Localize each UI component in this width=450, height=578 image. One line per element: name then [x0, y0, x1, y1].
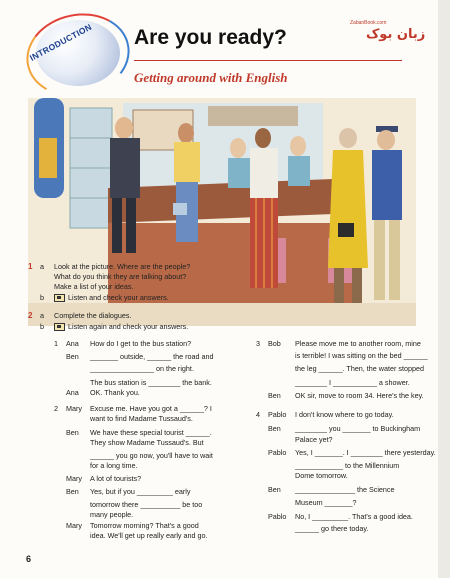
dialogue-line: Yes, but if you _________ early — [90, 487, 191, 496]
speaker-label: Ana — [66, 339, 79, 348]
speaker-label: Pablo — [268, 512, 287, 521]
dialogue-line: the leg ______. Then, the water stopped — [295, 364, 424, 373]
page-subtitle: Getting around with English — [134, 70, 288, 85]
exercise-1a-text-1: Look at the picture. Where are the people? — [54, 262, 191, 271]
dialogue-line: want to find Madame Tussaud's. — [90, 414, 193, 423]
dialogue-line: idea. We'll get up really early and go. — [90, 531, 208, 540]
publisher-logo-url: ZabanBook.com — [350, 20, 387, 26]
dialogue-line: is terrible! I was sitting on the bed ______ — [295, 351, 428, 360]
dialogue-line: A lot of tourists? — [90, 474, 142, 483]
speaker-label: Bob — [268, 339, 281, 348]
dialogue-line: Tomorrow morning? That's a good — [90, 521, 199, 530]
dialogue-line: ______ you go now, you'll have to wait — [90, 451, 213, 460]
dialogue-line: _______ outside, ______ the road and — [90, 352, 214, 361]
dialogue-line: Please move me to another room, mine — [295, 339, 421, 348]
audio-cassette-icon — [54, 294, 65, 302]
page-title: Are you ready? — [134, 26, 287, 49]
section-label: INTRODUCTION — [28, 21, 94, 63]
dialogue-line: OK sir, move to room 34. Here's the key. — [295, 391, 424, 400]
dialogue-line: I don't know where to go today. — [295, 410, 394, 419]
dialogue-1-number: 1 — [54, 339, 58, 348]
speaker-label: Mary — [66, 404, 82, 413]
dialogue-line: Yes, I _______. I ________ there yesterday. — [295, 448, 436, 457]
dialogue-line: We have these special tourist ______. — [90, 428, 212, 437]
dialogue-line: Dome tomorrow. — [295, 471, 348, 480]
dialogue-line: for a long time. — [90, 461, 138, 470]
dialogue-line: _______________ the Science — [295, 485, 395, 494]
exercise-2-number: 2 — [28, 311, 33, 320]
speaker-label: Ben — [66, 428, 79, 437]
publisher-logo: زبان بوک — [366, 27, 426, 42]
exercise-2a-text: Complete the dialogues. — [54, 311, 132, 320]
dialogue-line: ________ you _______ to Buckingham — [295, 424, 421, 433]
speaker-label: Pablo — [268, 410, 287, 419]
exercise-1a-text-2: What do you think they are talking about? — [54, 272, 187, 281]
speaker-label: Pablo — [268, 448, 287, 457]
title-divider — [134, 60, 402, 61]
speaker-label: Mary — [66, 474, 82, 483]
dialogue-line: ________ I ___________ a shower. — [295, 378, 410, 387]
exercise-1b-text: Listen and check your answers. — [68, 293, 169, 302]
speaker-label: Ben — [66, 487, 79, 496]
exercise-2b-label: b — [40, 322, 44, 331]
speaker-label: Mary — [66, 521, 82, 530]
dialogue-line: ____________ to the Millennium — [295, 461, 400, 470]
speaker-label: Ben — [268, 391, 281, 400]
exercise-2a-label: a — [40, 311, 44, 320]
dialogue-line: tomorrow there __________ be too — [90, 500, 203, 509]
hotel-reception-illustration — [28, 98, 416, 326]
exercise-2b-text: Listen again and check your answers. — [68, 322, 189, 331]
dialogue-line: No, I _________. That's a good idea. — [295, 512, 413, 521]
page-edge — [438, 0, 450, 578]
dialogue-2-number: 2 — [54, 404, 58, 413]
dialogue-line: The bus station is ________ the bank. — [90, 378, 212, 387]
exercise-1a-text-3: Make a list of your ideas. — [54, 282, 134, 291]
dialogue-3-number: 3 — [256, 339, 260, 348]
dialogue-line: Palace yet? — [295, 435, 333, 444]
speaker-label: Ben — [268, 424, 281, 433]
dialogue-line: How do I get to the bus station? — [90, 339, 192, 348]
dialogue-4-number: 4 — [256, 410, 260, 419]
page-number: 6 — [26, 554, 32, 564]
dialogue-line: Museum _______? — [295, 498, 357, 507]
speaker-label: Ana — [66, 388, 79, 397]
dialogue-line: many people. — [90, 510, 134, 519]
dialogue-line: Excuse me. Have you got a ______? I — [90, 404, 212, 413]
speaker-label: Ben — [66, 352, 79, 361]
dialogue-line: They show Madame Tussaud's. But — [90, 438, 204, 447]
exercise-1a-label: a — [40, 262, 44, 271]
speaker-label: Ben — [268, 485, 281, 494]
dialogue-line: ________________ on the right. — [90, 364, 194, 373]
dialogue-line: ______ go there today. — [295, 524, 369, 533]
dialogue-line: OK. Thank you. — [90, 388, 140, 397]
exercise-1-number: 1 — [28, 262, 33, 271]
audio-cassette-icon — [54, 323, 65, 331]
exercise-1b-label: b — [40, 293, 44, 302]
